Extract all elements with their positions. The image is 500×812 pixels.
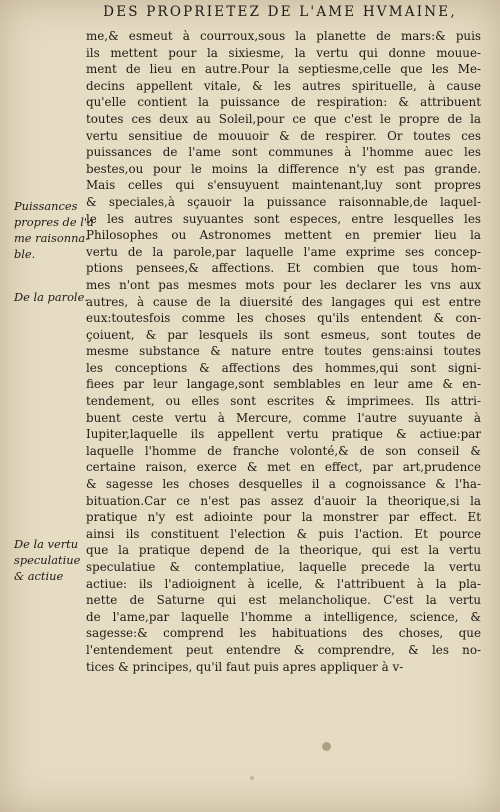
margin-note-line: De la parole.: [14, 290, 88, 304]
text-line: tices & principes, qu'il faut puis apres appliquer à v-: [86, 659, 404, 674]
text-line: ment de lieu en autre.Pour la septiesme,celle que les Me-: [86, 62, 481, 77]
margin-note-line: propres de l'a: [14, 215, 94, 229]
margin-note-line: & actiue: [14, 569, 64, 583]
ink-spot: [250, 776, 254, 780]
text-line: laquelle l'homme de franche volonté,& de son conseil &: [86, 443, 481, 458]
text-line: çoiuent, & par lesquels ils sont esmeus, sont toutes de: [86, 327, 481, 342]
text-line: bestes,ou pour le moins la difference n'y est pas grande.: [86, 161, 481, 176]
text-line: eux:toutesfois comme les choses qu'ils entendent & con-: [86, 311, 481, 326]
text-line: certaine raison, exerce & met en effect, par art,prudence: [86, 460, 481, 475]
margin-note-parole: [14, 289, 90, 305]
text-line: & sagesse les choses desquelles il a cognoissance & l'ha-: [86, 477, 481, 492]
text-line: nette de Saturne qui est melancholique. C'est la vertu: [86, 593, 481, 608]
margin-note-puissances: [14, 198, 94, 262]
text-line: me,& esmeut à courroux,sous la planette de mars:& puis: [86, 29, 481, 43]
text-line: pratique n'y est adiointe pour la monstrer par effect. Et: [86, 510, 481, 525]
ink-spot: [322, 742, 331, 751]
text-line: ils mettent pour la sixiesme, la vertu qui donne mouue-: [86, 45, 481, 60]
text-line: autres, à cause de la diuersité des langages qui est entre: [86, 294, 481, 309]
text-line: speculatiue & contemplatiue, laquelle precede la vertu: [86, 560, 481, 574]
margin-note-vertu: [14, 536, 90, 584]
text-line: Philosophes ou Astronomes mettent en premier lieu la: [86, 228, 481, 243]
text-line: toutes ces deux au Soleil,pour ce que c'est le propre de la: [86, 111, 481, 126]
margin-note-line: ble.: [14, 247, 36, 261]
text-line: puissances de l'ame sont communes à l'homme auec les: [86, 145, 481, 160]
text-line: buent ceste vertu à Mercure, comme l'autre suyuante à: [86, 410, 481, 425]
text-line: qu'elle contient la puissance de respiration: & attribuent: [86, 95, 481, 110]
text-line: vertu de la parole,par laquelle l'ame exprime ses concep-: [86, 244, 481, 259]
text-line: les conceptions & affections des hommes,qui sont signi-: [86, 360, 481, 375]
text-line: mesme substance & nature entre toutes gens:ainsi toutes: [86, 344, 481, 359]
text-line: le les autres suyuantes sont especes, entre lesquelles les: [86, 211, 481, 226]
text-line: mes n'ont pas mesmes mots pour les declarer les vns aux: [86, 277, 481, 292]
text-line: de l'ame,par laquelle l'homme a intelligence, science, &: [86, 609, 481, 624]
text-line: vertu sensitiue de mouuoir & de respirer. Or toutes ces: [86, 128, 481, 143]
text-line: sagesse:& comprend les habituations des choses, que: [86, 626, 481, 641]
text-line: que la pratique depend de la theorique, qui est la vertu: [86, 543, 481, 558]
text-line: ptions pensees,& affections. Et combien que tous hom-: [86, 261, 481, 276]
body-text: [86, 28, 481, 675]
margin-note-line: me raisonna-: [14, 231, 90, 245]
text-line: l'entendement peut entendre & comprendre, & les no-: [86, 642, 481, 657]
margin-note-line: Puissances: [14, 199, 78, 213]
text-line: fiees par leur langage,sont semblables en leur ame & en-: [86, 377, 481, 392]
text-line: tendement, ou elles sont escrites & imprimees. Ils attri-: [86, 394, 481, 409]
text-line: & speciales,à sçauoir la puissance raisonnable,de laquel-: [86, 194, 481, 209]
text-line: Mais celles qui s'ensuyuent maintenant,luy sont propres: [86, 178, 481, 193]
text-line: bituation.Car ce n'est pas assez d'auoir la theorique,si la: [86, 493, 481, 508]
text-line: ainsi ils constituent l'election & puis l'action. Et pource: [86, 526, 481, 541]
margin-note-line: speculatiue: [14, 553, 81, 567]
margin-note-line: De la vertu: [14, 537, 79, 551]
text-line: actiue: ils l'adioignent à icelle, & l'attribuent à la pla-: [86, 576, 481, 591]
text-line: Iupiter,laquelle ils appellent vertu pratique & actiue:par: [86, 427, 481, 442]
running-header: DES PROPRIETEZ DE L'AME HVMAINE,: [103, 4, 457, 20]
text-line: decins appellent vitale, & les autres spirituelle, à cause: [86, 78, 481, 93]
